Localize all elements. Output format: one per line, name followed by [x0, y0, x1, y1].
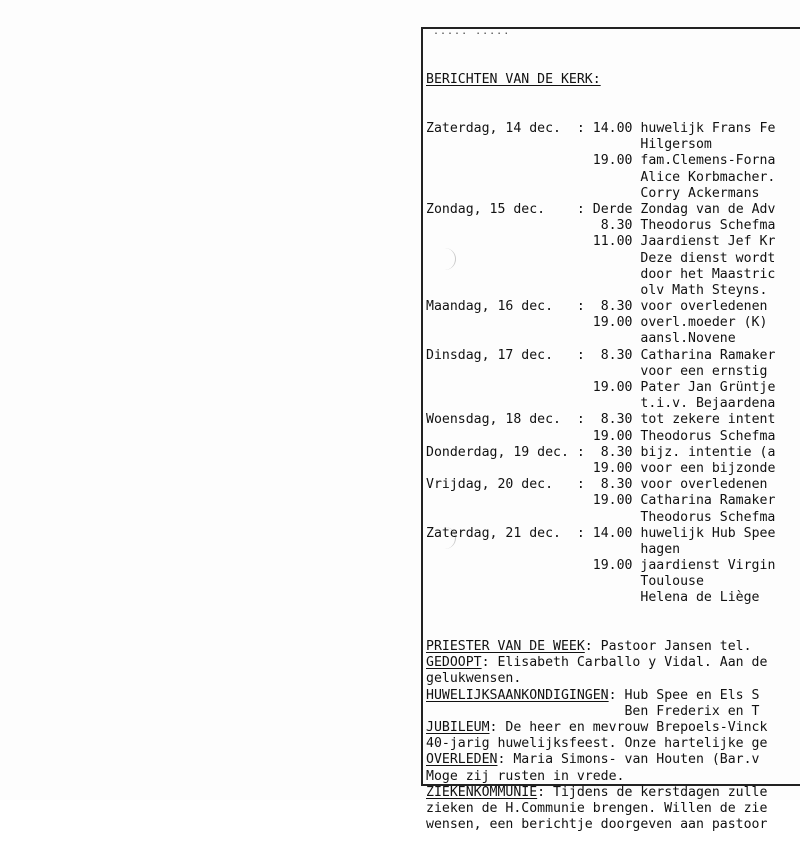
schedule-text: Catharina Ramaker	[640, 347, 776, 363]
notice-line	[426, 769, 800, 785]
schedule-time: Derde	[592, 201, 633, 217]
schedule-line	[426, 526, 800, 542]
schedule-time: 14.00	[592, 525, 633, 541]
schedule-text: voor een bijzonde	[640, 460, 776, 476]
schedule-line	[426, 364, 800, 380]
schedule-separator: :	[576, 477, 585, 493]
mass-schedule	[426, 121, 800, 607]
schedule-time: 8.30	[600, 218, 633, 234]
notice-text: : Elisabeth Carballo y Vidal. Aan de	[481, 655, 768, 671]
notice-line	[426, 785, 800, 801]
schedule-text: jaardienst Virgin	[640, 558, 776, 574]
notice-line	[426, 671, 800, 687]
schedule-text: voor overledenen	[640, 299, 768, 315]
header-dots: ..... .....	[433, 26, 511, 37]
notice-text: : Hub Spee en Els S	[608, 687, 760, 703]
notice-text: Moge zij rusten in vrede.	[426, 768, 625, 784]
schedule-text: t.i.v. Bejaardena	[640, 396, 776, 412]
schedule-line	[426, 429, 800, 445]
schedule-separator: :	[576, 444, 585, 460]
schedule-separator: :	[576, 412, 585, 428]
schedule-line	[426, 170, 800, 186]
schedule-text: bijz. intentie (a	[640, 444, 776, 460]
schedule-line	[426, 299, 800, 315]
schedule-text: Catharina Ramaker	[640, 493, 776, 509]
schedule-text: huwelijk Hub Spee	[640, 525, 776, 541]
notice-text: : Pastoor Jansen tel.	[584, 639, 752, 655]
schedule-line	[426, 412, 800, 428]
schedule-text: overl.moeder (K)	[640, 315, 768, 331]
schedule-line	[426, 348, 800, 364]
schedule-time: 19.00	[592, 380, 633, 395]
schedule-text: Theodorus Schefma	[640, 218, 776, 234]
schedule-text: Theodorus Schefma	[640, 428, 776, 444]
schedule-line	[426, 218, 800, 234]
schedule-day: Dinsdag, 17 dec.	[426, 347, 554, 363]
notice-line	[426, 817, 800, 833]
schedule-day: Vrijdag, 20 dec.	[426, 477, 554, 493]
schedule-time: 19.00	[592, 460, 633, 476]
schedule-text: Jaardienst Jef Kr	[640, 234, 776, 250]
notice-text: wensen, een berichtje doorgeven aan pastoor	[426, 817, 768, 833]
schedule-day: Zaterdag, 14 dec.	[426, 121, 561, 136]
notice-line	[426, 655, 800, 671]
schedule-line	[426, 186, 800, 202]
notice-label: ZIEKENKOMMUNIE	[426, 784, 538, 800]
schedule-line	[426, 590, 800, 606]
notice-text: : Tijdens de kerstdagen zulle	[537, 784, 768, 800]
schedule-text: Zondag van de Adv	[640, 201, 776, 217]
schedule-text: Pater Jan Grüntje	[640, 380, 776, 395]
notice-line	[426, 688, 800, 704]
schedule-line	[426, 251, 800, 267]
schedule-time: 19.00	[592, 558, 633, 574]
schedule-line	[426, 234, 800, 250]
notice-line	[426, 639, 800, 655]
schedule-line	[426, 202, 800, 218]
schedule-separator: :	[576, 299, 585, 315]
notice-text: 40-jarig huwelijksfeest. Onze hartelijke ge	[426, 736, 768, 752]
schedule-line	[426, 283, 800, 299]
schedule-separator: :	[576, 201, 585, 217]
schedule-text: olv Math Steyns.	[640, 282, 768, 298]
schedule-time: 8.30	[600, 347, 633, 363]
bulletin-text	[426, 40, 800, 866]
notice-line	[426, 801, 800, 817]
schedule-line	[426, 542, 800, 558]
schedule-time: 14.00	[592, 121, 633, 136]
notice-label: PRIESTER VAN DE WEEK	[426, 639, 585, 655]
schedule-time: 19.00	[592, 153, 633, 169]
schedule-text: Alice Korbmacher.	[640, 169, 776, 185]
bulletin-title-line	[426, 72, 800, 88]
schedule-time: 8.30	[600, 444, 633, 460]
schedule-line	[426, 477, 800, 493]
schedule-line	[426, 121, 800, 137]
notice-label: GEDOOPT	[426, 655, 482, 671]
schedule-line	[426, 380, 800, 396]
schedule-line	[426, 493, 800, 509]
notice-text: : Maria Simons- van Houten (Bar.v	[497, 752, 760, 768]
schedule-text: Toulouse	[640, 574, 704, 590]
schedule-text: Helena de Liège	[640, 590, 760, 606]
schedule-separator: :	[576, 347, 585, 363]
schedule-text: aansl.Novene	[640, 331, 736, 347]
schedule-line	[426, 558, 800, 574]
schedule-time: 8.30	[600, 412, 633, 428]
schedule-line	[426, 153, 800, 169]
notice-label: HUWELIJKSAANKONDIGINGEN	[426, 687, 609, 703]
notice-text: : De heer en mevrouw Brepoels-Vinck	[489, 719, 768, 735]
schedule-text: Deze dienst wordt	[640, 250, 776, 266]
schedule-time: 19.00	[592, 493, 633, 509]
parish-notices	[426, 639, 800, 833]
schedule-day: Zaterdag, 21 dec.	[426, 525, 561, 541]
notice-text: gelukwensen.	[426, 671, 522, 687]
schedule-day: Donderdag, 19 dec.	[426, 444, 569, 460]
schedule-text: huwelijk Frans Fe	[640, 121, 776, 136]
bulletin-title: BERICHTEN VAN DE KERK:	[426, 72, 601, 88]
schedule-line	[426, 461, 800, 477]
notice-line	[426, 720, 800, 736]
notice-label: JUBILEUM	[426, 719, 490, 735]
notice-line	[426, 704, 800, 720]
schedule-time: 19.00	[592, 315, 633, 331]
schedule-text: voor overledenen	[640, 477, 768, 493]
schedule-line	[426, 315, 800, 331]
schedule-day: Zondag, 15 dec.	[426, 201, 546, 217]
schedule-day: Maandag, 16 dec.	[426, 299, 554, 315]
schedule-text: hagen	[640, 541, 681, 557]
schedule-line	[426, 396, 800, 412]
schedule-text: fam.Clemens-Forna	[640, 153, 776, 169]
schedule-separator: :	[576, 525, 585, 541]
notice-label: OVERLEDEN	[426, 752, 498, 768]
schedule-line	[426, 574, 800, 590]
schedule-time: 8.30	[600, 299, 633, 315]
schedule-text: door het Maastric	[640, 266, 776, 282]
schedule-day: Woensdag, 18 dec.	[426, 412, 561, 428]
schedule-line	[426, 267, 800, 283]
schedule-time: 19.00	[592, 428, 633, 444]
schedule-line	[426, 137, 800, 153]
schedule-text: tot zekere intent	[640, 412, 776, 428]
notice-text: Ben Frederix en T	[426, 703, 760, 719]
schedule-text: Theodorus Schefma	[640, 509, 776, 525]
notice-line	[426, 736, 800, 752]
schedule-text: voor een ernstig	[640, 363, 768, 379]
notice-text: zieken de H.Communie brengen. Willen de zie	[426, 800, 768, 816]
schedule-line	[426, 331, 800, 347]
schedule-line	[426, 510, 800, 526]
notice-line	[426, 752, 800, 768]
schedule-line	[426, 445, 800, 461]
schedule-text: Hilgersom	[640, 137, 712, 153]
schedule-text: Corry Ackermans	[640, 185, 760, 201]
schedule-time: 8.30	[600, 477, 633, 493]
schedule-separator: :	[576, 121, 585, 136]
schedule-time: 11.00	[592, 234, 633, 250]
